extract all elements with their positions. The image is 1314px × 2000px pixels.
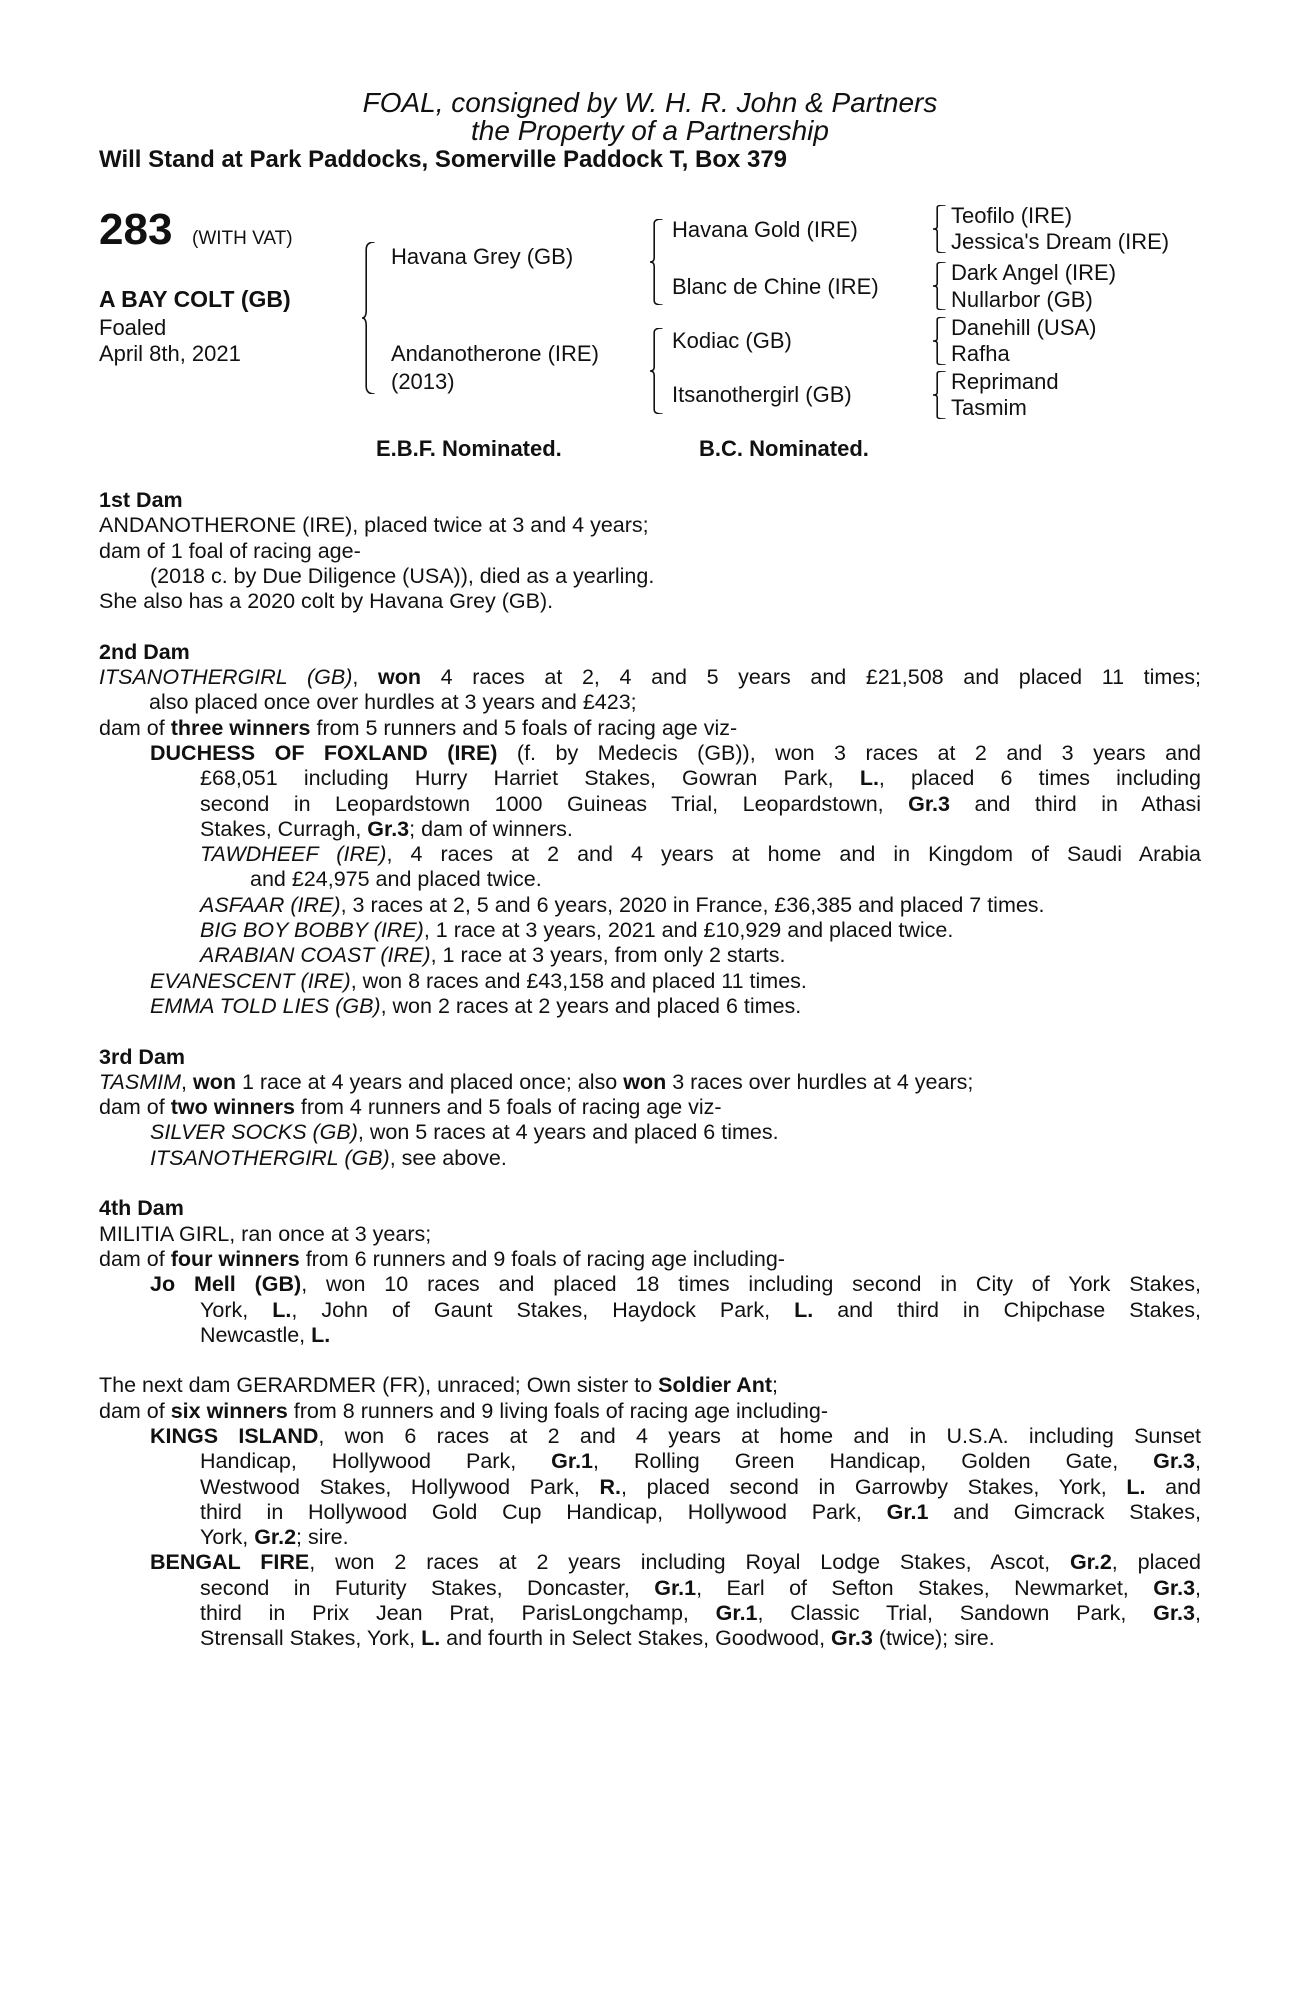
bold-text: L. [859, 766, 879, 791]
section-heading: 2nd Dam [99, 639, 190, 664]
horse-name: TASMIM [99, 1069, 182, 1094]
gen3-horse: Danehill (USA) [951, 315, 1097, 340]
text-line [99, 1449, 1201, 1474]
text-run: 1 race at 4 years and placed once; also [235, 1069, 624, 1094]
text-line [99, 1298, 1201, 1323]
gen3-horse: Rafha [951, 341, 1010, 366]
text-run: , Classic Trial, Sandown Park, [757, 1601, 1154, 1626]
text-run: , [1195, 1449, 1201, 1474]
text-run: dam of 1 foal of racing age- [99, 538, 361, 563]
text-line [99, 1146, 1201, 1171]
brace-icon [933, 205, 947, 253]
text-run: Newcastle, [200, 1322, 312, 1347]
bold-text: Gr.2 [254, 1525, 297, 1550]
text-run: , won 10 races and placed 18 times including second in City of York Stakes, [301, 1272, 1201, 1297]
record-paragraph [99, 1550, 1201, 1651]
bold-text: Gr.3 [1153, 1575, 1196, 1600]
brace-icon [650, 328, 664, 414]
record-paragraph [99, 1424, 1201, 1550]
text-run: , 1 race at 3 years, 2021 and £10,929 and placed twice. [423, 918, 954, 943]
text-run: , won 8 races and £43,158 and placed 11 times. [350, 968, 807, 993]
text-line [99, 665, 1201, 690]
foaled-label: Foaled [99, 315, 167, 340]
text-line [99, 1525, 1201, 1550]
bold-text: won [623, 1069, 667, 1094]
record-paragraph [99, 893, 1201, 918]
record-paragraph [99, 1120, 1201, 1145]
text-run: , see above. [389, 1145, 507, 1170]
dam-section [99, 488, 1201, 614]
text-line [99, 741, 1201, 766]
horse-name: TAWDHEEF (IRE) [200, 842, 387, 867]
brace-icon [933, 317, 947, 365]
gen3-horse: Teofilo (IRE) [951, 203, 1073, 228]
record-paragraph [99, 1373, 1201, 1398]
gen3-horse: Tasmim [951, 395, 1027, 420]
vat-note: (WITH VAT) [192, 228, 293, 249]
text-run: , 1 race at 3 years, from only 2 starts. [430, 943, 786, 968]
text-line [99, 716, 1201, 741]
text-line [99, 1373, 1201, 1398]
dam: Andanotherone (IRE) [391, 341, 599, 366]
text-line [99, 1550, 1201, 1575]
text-line [99, 589, 1201, 614]
text-line [99, 994, 1201, 1019]
brace-icon [933, 371, 947, 419]
bold-text: Gr.1 [886, 1499, 929, 1524]
horse-name: SILVER SOCKS (GB) [150, 1120, 358, 1145]
dam-section [99, 1196, 1201, 1348]
text-line [99, 1475, 1201, 1500]
bold-text: won [192, 1069, 236, 1094]
bold-text: Gr.3 [908, 791, 950, 816]
text-run: 4 races at 2, 4 and 5 years and £21,508 and placed 11 times; [420, 665, 1202, 690]
text-line [99, 1120, 1201, 1145]
text-run: and £24,975 and placed twice. [250, 867, 542, 892]
horse-name: ARABIAN COAST (IRE) [200, 943, 431, 968]
text-run: , [181, 1069, 193, 1094]
text-line [99, 867, 1201, 892]
text-run: from 5 runners and 5 foals of racing age viz- [310, 715, 738, 740]
dam-sire: Kodiac (GB) [672, 328, 792, 353]
catalogue-body [99, 488, 1201, 1677]
horse-name: ITSANOTHERGIRL (GB) [99, 665, 353, 690]
text-run: dam of [99, 715, 171, 740]
ebf-nominated: E.B.F. Nominated. [376, 436, 562, 461]
text-run: , won 2 races at 2 years and placed 6 times. [380, 993, 802, 1018]
text-run: She also has a 2020 colt by Havana Grey (GB). [99, 589, 554, 614]
record-paragraph [99, 918, 1201, 943]
text-run: (f. by Medecis (GB)), won 3 races at 2 and 3 years and [497, 740, 1201, 765]
gen3-horse: Nullarbor (GB) [951, 287, 1093, 312]
bold-text: six winners [170, 1398, 288, 1423]
brace-icon [362, 242, 376, 394]
text-run: and fourth in Select Stakes, Goodwood, [440, 1626, 832, 1651]
sire: Havana Grey (GB) [391, 244, 574, 269]
text-run: ; [772, 1373, 779, 1398]
bold-text: Gr.1 [654, 1575, 697, 1600]
text-run: and [1145, 1474, 1201, 1499]
text-run: , placed second in Garrowby Stakes, York, [621, 1474, 1127, 1499]
text-run: York, [200, 1297, 273, 1322]
bold-text: BENGAL FIRE [150, 1550, 310, 1575]
dam-section [99, 640, 1201, 1019]
bold-text: Gr.3 [367, 816, 410, 841]
text-line [99, 893, 1201, 918]
text-run: dam of [99, 1095, 171, 1120]
record-paragraph [99, 589, 1201, 614]
text-line [99, 918, 1201, 943]
text-line [99, 1601, 1201, 1626]
record-paragraph [99, 716, 1201, 741]
text-run: and Gimcrack Stakes, [928, 1499, 1201, 1524]
text-run: , placed [1111, 1550, 1201, 1575]
lot-number: 283 [99, 205, 173, 254]
record-paragraph [99, 564, 1201, 589]
dam-year: (2013) [391, 369, 455, 394]
consignor-line: FOAL, consigned by W. H. R. John & Partners [362, 87, 938, 118]
text-line [99, 1500, 1201, 1525]
text-run: , won 5 races at 4 years and placed 6 times. [357, 1120, 779, 1145]
text-run: from 6 runners and 9 foals of racing age including- [299, 1246, 785, 1271]
bold-text: Gr.1 [551, 1449, 594, 1474]
record-paragraph [99, 1272, 1201, 1348]
text-line [99, 842, 1201, 867]
text-run: , Rolling Green Handicap, Golden Gate, [593, 1449, 1154, 1474]
bold-text: Gr.3 [1153, 1601, 1195, 1626]
text-line [99, 1424, 1201, 1449]
text-run: The next dam GERARDMER (FR), unraced; Own sister to [99, 1373, 659, 1398]
text-run: (2018 c. by Due Diligence (USA)), died as a yearling. [150, 563, 655, 588]
bold-text: Gr.3 [1153, 1449, 1196, 1474]
record-paragraph [99, 969, 1201, 994]
text-line [99, 1626, 1201, 1651]
text-run: MILITIA GIRL, ran once at 3 years; [99, 1221, 432, 1246]
text-run: second in Leopardstown 1000 Guineas Trial, Leopardstown, [200, 791, 909, 816]
text-run: dam of [99, 1246, 171, 1271]
record-paragraph [99, 513, 1201, 538]
text-run: ; sire. [296, 1525, 349, 1550]
text-line [99, 1247, 1201, 1272]
dam-dam: Itsanothergirl (GB) [672, 382, 852, 407]
horse-name: EVANESCENT (IRE) [150, 968, 351, 993]
record-paragraph [99, 1070, 1201, 1095]
record-paragraph [99, 994, 1201, 1019]
text-line [99, 1070, 1201, 1095]
text-line [99, 969, 1201, 994]
section-heading: 4th Dam [99, 1196, 184, 1221]
text-run: , [1195, 1575, 1202, 1600]
foaled-date: April 8th, 2021 [99, 341, 241, 366]
text-line [99, 564, 1201, 589]
text-line [99, 1323, 1201, 1348]
brace-icon [650, 219, 664, 305]
bold-text: Jo Mell (GB) [150, 1272, 302, 1297]
record-paragraph [99, 1247, 1201, 1272]
text-run: ANDANOTHERONE (IRE), placed twice at 3 and 4 years; [99, 513, 649, 538]
bold-text: Soldier Ant [658, 1373, 773, 1398]
text-run: , [352, 665, 378, 690]
bold-text: Gr.3 [831, 1626, 873, 1651]
horse-name: BIG BOY BOBBY (IRE) [200, 918, 424, 943]
bold-text: two winners [170, 1095, 295, 1120]
brace-icon [933, 262, 947, 310]
text-run: , [1195, 1601, 1201, 1626]
sire-sire: Havana Gold (IRE) [672, 217, 858, 242]
bold-text: L. [794, 1297, 814, 1322]
dam-section [99, 1045, 1201, 1171]
text-run: , won 6 races at 2 and 4 years at home and in U.S.A. including Sunset [318, 1423, 1202, 1448]
bold-text: L. [1126, 1474, 1146, 1499]
text-line [99, 1576, 1201, 1601]
text-line [99, 690, 1201, 715]
text-line [99, 792, 1201, 817]
text-run: York, [200, 1525, 255, 1550]
bold-text: R. [599, 1474, 621, 1499]
record-paragraph [99, 1095, 1201, 1120]
bold-text: L. [311, 1322, 331, 1347]
section-heading: 1st Dam [99, 488, 183, 512]
bold-text: L. [272, 1297, 292, 1322]
section-heading: 3rd Dam [99, 1044, 186, 1069]
text-line [99, 539, 1201, 564]
text-run: Handicap, Hollywood Park, [200, 1449, 552, 1474]
text-run: second in Futurity Stakes, Doncaster, [200, 1575, 655, 1600]
text-run: , won 2 races at 2 years including Royal Lodge Stakes, Ascot, [309, 1550, 1070, 1575]
record-paragraph [99, 539, 1201, 564]
text-run: , Earl of Sefton Stakes, Newmarket, [696, 1575, 1154, 1600]
text-line [99, 943, 1201, 968]
record-paragraph [99, 842, 1201, 893]
bold-text: four winners [170, 1246, 300, 1271]
text-run: third in Prix Jean Prat, ParisLongchamp, [200, 1601, 716, 1626]
bold-text: KINGS ISLAND [150, 1423, 319, 1448]
text-run: Strensall Stakes, York, [200, 1626, 422, 1651]
lot-description: A BAY COLT (GB) [99, 286, 291, 312]
bold-text: Gr.2 [1069, 1550, 1112, 1575]
gen3-horse: Jessica's Dream (IRE) [951, 229, 1170, 254]
gen3-horse: Dark Angel (IRE) [951, 260, 1117, 285]
text-run: also placed once over hurdles at 3 years and £423; [149, 690, 637, 715]
text-run: and third in Chipchase Stakes, [813, 1297, 1201, 1322]
record-paragraph [99, 665, 1201, 716]
text-run: (twice); sire. [872, 1626, 995, 1651]
text-line [99, 1095, 1201, 1120]
bc-nominated: B.C. Nominated. [699, 436, 869, 461]
text-line [99, 1399, 1201, 1424]
dam-section [99, 1373, 1201, 1651]
text-run: from 8 runners and 9 living foals of racing age including- [287, 1398, 828, 1423]
text-line [99, 1222, 1201, 1247]
bold-text: three winners [170, 715, 311, 740]
record-paragraph [99, 1146, 1201, 1171]
text-line [99, 766, 1201, 791]
text-run: and third in Athasi [950, 791, 1201, 816]
text-run: , 4 races at 2 and 4 years at home and in Kingdom of Saudi Arabia [386, 842, 1201, 867]
bold-text: won [377, 665, 421, 690]
text-run: third in Hollywood Gold Cup Handicap, Hollywood Park, [200, 1499, 887, 1524]
text-run: Westwood Stakes, Hollywood Park, [200, 1474, 600, 1499]
horse-name: ASFAAR (IRE) [200, 892, 341, 917]
text-run: , placed 6 times including [878, 766, 1202, 791]
bold-text: L. [421, 1626, 441, 1651]
text-run: 3 races over hurdles at 4 years; [666, 1069, 974, 1094]
text-line [99, 513, 1201, 538]
horse-name: EMMA TOLD LIES (GB) [150, 993, 381, 1018]
text-run: , 3 races at 2, 5 and 6 years, 2020 in France, £36,385 and placed 7 times. [340, 892, 1045, 917]
stand-location: Will Stand at Park Paddocks, Somerville Paddock T, Box 379 [99, 146, 788, 173]
text-line [99, 1272, 1201, 1297]
text-run: from 4 runners and 5 foals of racing age viz- [294, 1095, 722, 1120]
bold-text: Gr.1 [715, 1601, 758, 1626]
text-run: dam of [99, 1398, 171, 1423]
text-run: ; dam of winners. [409, 816, 573, 841]
bold-text: DUCHESS OF FOXLAND (IRE) [150, 740, 498, 765]
record-paragraph [99, 741, 1201, 842]
gen3-horse: Reprimand [951, 369, 1059, 394]
property-line: the Property of a Partnership [471, 115, 829, 146]
text-line [99, 817, 1201, 842]
record-paragraph [99, 1222, 1201, 1247]
record-paragraph [99, 943, 1201, 968]
horse-name: ITSANOTHERGIRL (GB) [150, 1145, 390, 1170]
sire-dam: Blanc de Chine (IRE) [672, 274, 879, 299]
text-run: Stakes, Curragh, [200, 816, 368, 841]
text-run: , John of Gaunt Stakes, Haydock Park, [291, 1297, 795, 1322]
text-run: £68,051 including Hurry Harriet Stakes, Gowran Park, [200, 766, 860, 791]
record-paragraph [99, 1399, 1201, 1424]
